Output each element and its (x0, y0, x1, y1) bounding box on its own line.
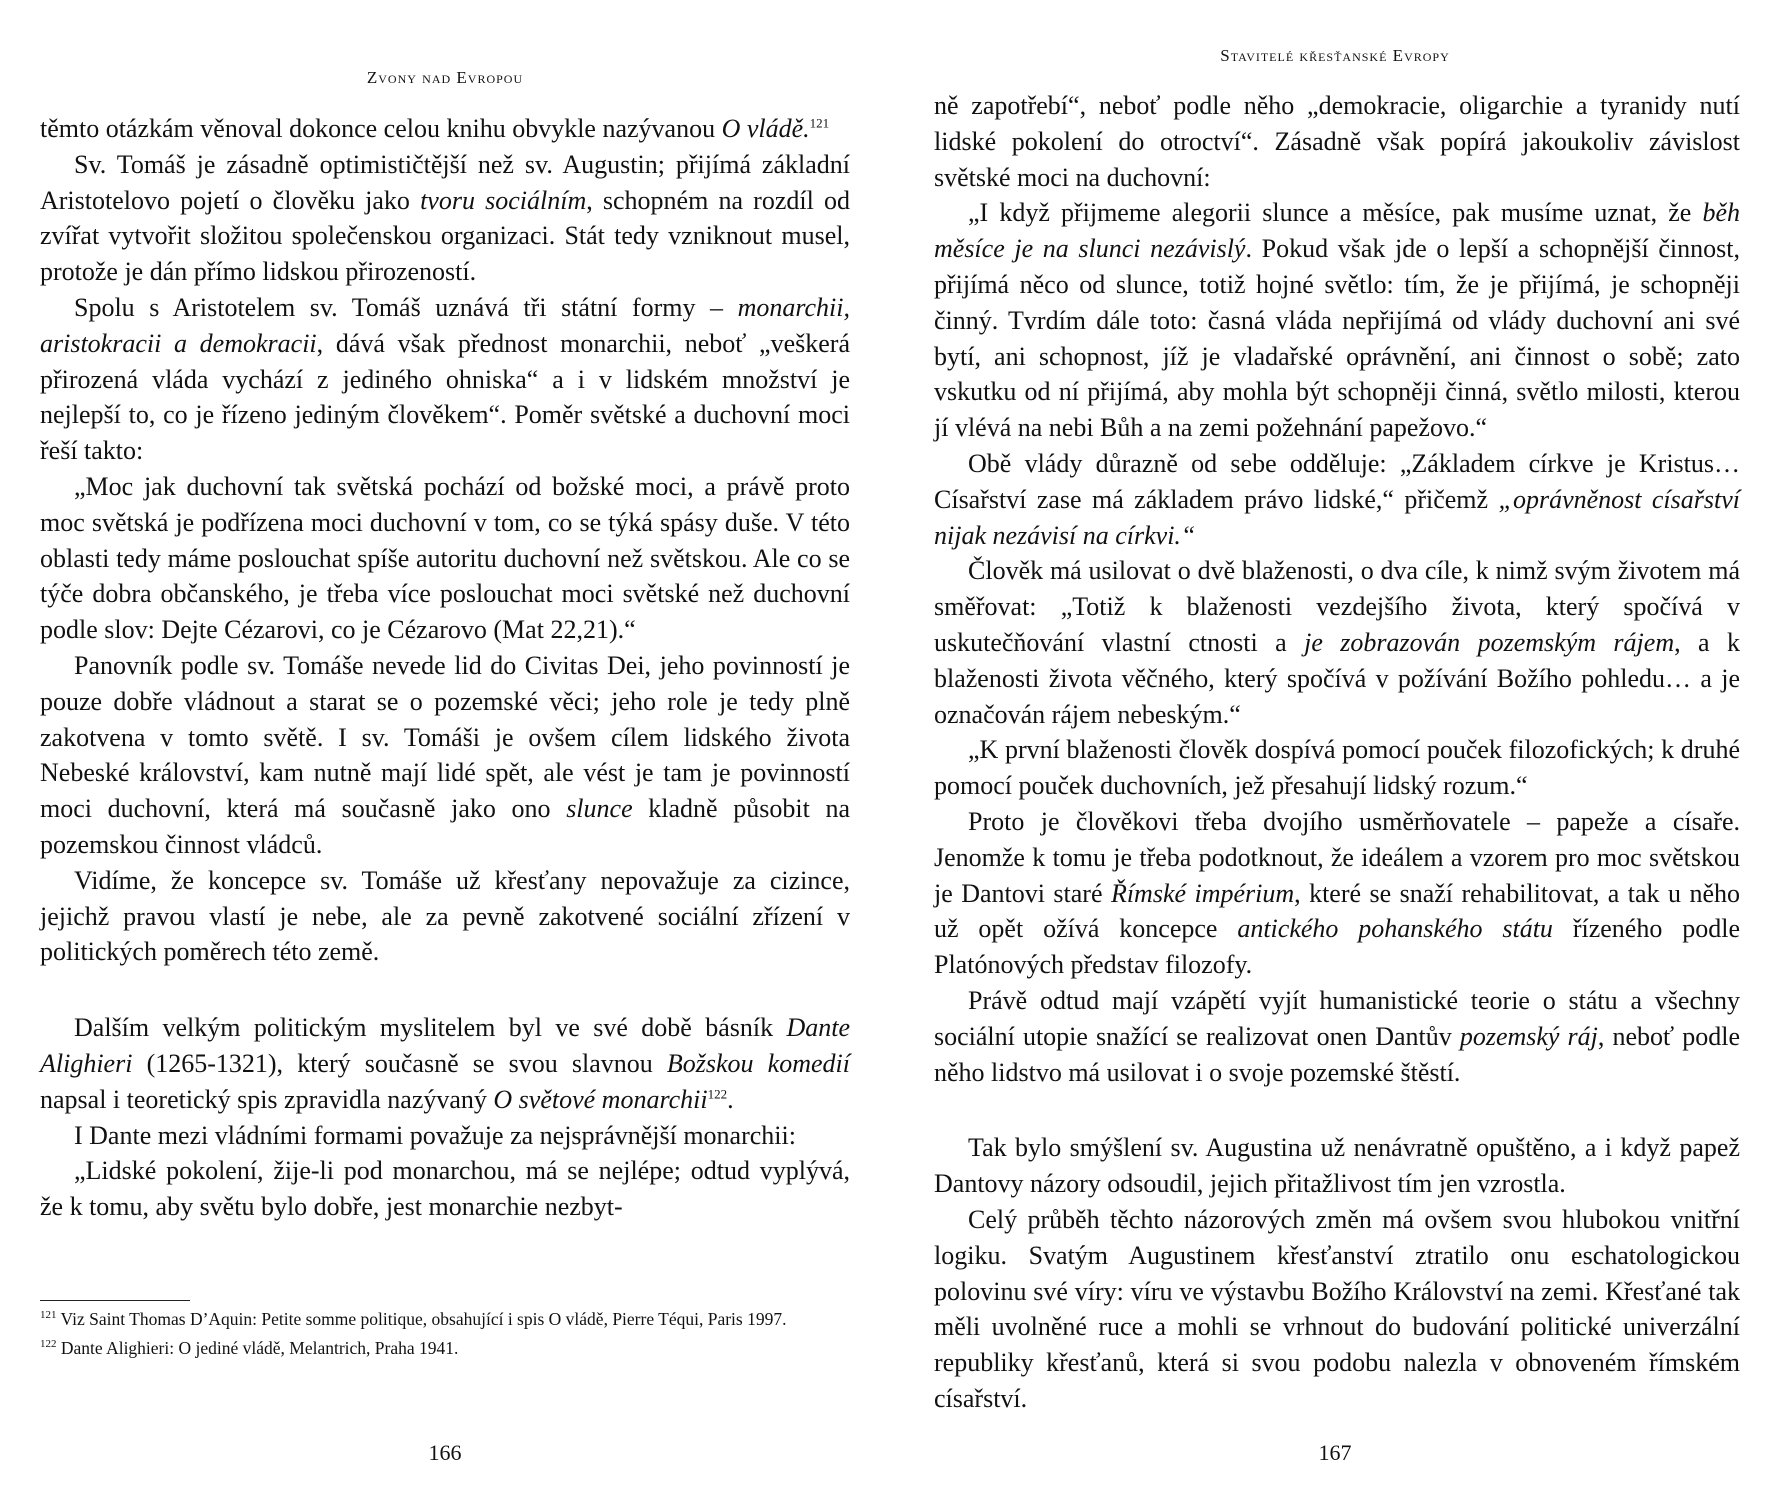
text-run: , které se snaží rehabilitovat, a tak u něho už opět ožívá koncepce (934, 878, 1740, 944)
text-run: řízeného podle Platónových představ filozofy. (934, 914, 1740, 980)
running-head: Stavitelé křesťanské Evropy (1220, 46, 1450, 65)
running-head: Zvony nad Evropou (366, 68, 524, 87)
text-run: , a k blaženosti života věčného, který spočívá v požívání Božího pohledu… a je označován rájem nebeským.“ (934, 627, 1741, 729)
text-run: „Lidské pokolení, žije-li pod monarchou, má se nejlépe; odtud vyplývá, že k tomu, aby světu bylo dobře, jest monarchie nezbyt- (40, 1156, 850, 1222)
italic-text: pozemský ráj (1459, 1021, 1598, 1051)
text-run: Panovník podle sv. Tomáše nevede lid do Civitas Dei, jeho povinností je pouze dobře vládnout a starat se o pozemské věci; jeho role je tedy plně zakotvena v tomto světě. I sv. Tomáši je ovšem cílem lidského života Nebeské království, kam nutně mají lidé spět, ale vést je tam je povinností moci duchovní, která má současně jako ono (40, 650, 850, 824)
italic-text: Božskou komedií (666, 1048, 850, 1078)
paragraph (934, 88, 1740, 195)
paragraph (40, 1118, 850, 1154)
footnote-rule (40, 1300, 190, 1301)
text-run: „I když přijmeme alegorii slunce a měsíce, pak musíme uznat, že (968, 198, 1703, 228)
italic-text: Římské impérium (1110, 878, 1295, 908)
paragraph (934, 732, 1740, 804)
paragraph (934, 553, 1740, 732)
paragraph (934, 446, 1740, 553)
text-run: Sv. Tomáš je zásadně optimističtější než sv. Augustin; přijímá základní Aristotelovo pojetí o člověku jako (40, 149, 850, 215)
text-run: . Pokud však jde o lepší a schopnější činnost, přijímá něco od slunce, totiž hojné světlo: tím, že je přijímá, je schopněji činný. Tvrdím dále toto: časná vláda nepřijímá od vlády duchovní ani své bytí, ani schopnost, jíž je vladařské oprávnění, ani činnost o sobě; zato vskutku od ní přijímá, aby mohla být schopněji činná, světlo milosti, kterou jí vlévá na nebi Bůh a na zemi požehnání papežovo.“ (934, 234, 1740, 443)
italic-text: běh měsíce je na slunci nezávislý (934, 198, 1740, 264)
text-run: těmto otázkám věnoval dokonce celou knihu obvykle nazývanou (40, 114, 722, 143)
paragraph (934, 804, 1740, 983)
text-run: Právě odtud mají vzápětí vyjít humanistické teorie o státu a všechny sociální utopie snažící se realizovat onen Dantův (934, 985, 1740, 1051)
text-run: ně zapotřebí“, neboť podle něho „demokracie, oligarchie a tyranidy nutí lidské pokolení do otroctví“. Zásadně však popírá jakoukoliv závislost světské moci na duchovní: (934, 91, 1740, 192)
text-run: (1265-1321), který současně se svou slavnou (132, 1048, 667, 1078)
text-run: I Dante mezi vládními formami považuje za nejsprávnější monarchii: (74, 1120, 796, 1150)
paragraph (40, 290, 850, 469)
text-run: Dalším velkým politickým myslitelem byl ve své době básník (74, 1013, 787, 1043)
italic-text: „oprávněnost císařství nijak nezávisí na církvi.“ (934, 484, 1740, 550)
italic-text: O světové monarchii (493, 1084, 708, 1114)
footnote-text: Viz Saint Thomas D’Aquin: Petite somme politique, obsahující i spis O vládě, Pierre Téqui, Paris 1997. (56, 1309, 787, 1329)
paragraph (40, 469, 850, 648)
paragraph (40, 863, 850, 970)
text-run: Obě vlády důrazně od sebe odděluje: „Základem církve je Kristus… Císařství zase má základem právo lidské,“ přičemž (934, 448, 1740, 514)
text-run: Vidíme, že koncepce sv. Tomáše už křesťany nepovažuje za cizince, jejichž pravou vlastí je nebe, ale za pevně zakotvené sociální zřízení v politických poměrech této země. (40, 865, 850, 967)
paragraph (40, 1153, 850, 1225)
text-run: Člověk má usilovat o dvě blaženosti, o dva cíle, k nimž svým životem má směřovat: „Totiž k blaženosti vezdejšího života, který spočívá v uskutečňování vlastní ctnosti a (934, 556, 1740, 657)
text-run: Celý průběh těchto názorových změn má ovšem svou hlubokou vnitřní logiku. Svatým Augustinem křesťanství ztratilo onu eschatologickou polovinu své víry: víru ve výstavbu Božího Království na zemi. Křesťané tak měli uvolněné ruce a mohli se vrhnout do budování politické univerzální republiky křesťanů, která si svou podobu nalezla v obnoveném římském císařství. (934, 1204, 1740, 1413)
paragraph (40, 1010, 850, 1117)
paragraph (40, 147, 850, 290)
page-number: 166 (428, 1440, 462, 1465)
text-run: „Moc jak duchovní tak světská pochází od božské moci, a právě proto moc světská je podřízena moci duchovní v tom, co se týká spásy duše. V této oblasti tedy máme poslouchat spíše autoritu duchovní než světskou. Ale co se týče dobra občanského, je třeba více poslouchat moci světské než duchovní podle slov: Dejte Cézarovi, co je Cézarovo (Mat 22,21).“ (40, 471, 850, 645)
italic-text: je zobrazován pozemským rájem (1304, 627, 1675, 657)
footnote-number: 122 (40, 1338, 57, 1351)
text-run: Tak bylo smýšlení sv. Augustina už nenávratně opuštěno, a i když papež Dantovy názory odsoudil, jejich přitažlivost tím jen vzrostla. (934, 1133, 1740, 1199)
italic-text: antického pohanského státu (1237, 914, 1553, 944)
paragraph (40, 648, 850, 863)
paragraph (40, 111, 850, 147)
paragraph (934, 1202, 1740, 1417)
text-run: kladně působit na pozemskou činnost vládců. (40, 794, 850, 859)
text-run: , neboť podle něho lidstvo má usilovat i o svoje pozemské štěstí. (934, 1021, 1740, 1087)
text-run: Proto je člověkovi třeba dvojího usměrňovatele – papeže a císaře. Jenomže k tomu je třeba podotknout, že ideálem a vzorem pro moc světskou je Dantovi staré (934, 806, 1740, 908)
footnote-ref: 121 (809, 115, 830, 131)
body-text (934, 88, 1740, 1417)
text-run: , dává však přednost monarchii, neboť „veškerá přirozená vláda vychází z jediného ohniska“ a i v lidském množství je nejlepší to, co je řízeno jediným člověkem“. Poměr světské a duchovní moci řeší takto: (40, 328, 850, 466)
footnote (40, 1307, 850, 1332)
right-page (890, 0, 1780, 1500)
body-text (40, 111, 850, 1225)
footnote-text: Dante Alighieri: O jediné vládě, Melantrich, Praha 1941. (56, 1338, 459, 1358)
italic-text: Dante Alighieri (40, 1013, 850, 1078)
text-run: „K první blaženosti člověk dospívá pomocí pouček filozofických; k druhé pomocí pouček duchovních, jež přesahují lidský rozum.“ (934, 735, 1740, 801)
italic-text: tvoru sociálním (420, 185, 587, 215)
page-number: 167 (1318, 1440, 1352, 1465)
paragraph (934, 1130, 1740, 1202)
footnotes (40, 1300, 850, 1365)
text-run: napsal i teoretický spis zpravidla nazývaný (40, 1084, 494, 1114)
text-run: Spolu s Aristotelem sv. Tomáš uznává tři státní formy – (74, 292, 738, 322)
italic-text: slunce (566, 794, 633, 824)
footnote-number: 121 (40, 1309, 57, 1322)
footnote (40, 1336, 850, 1361)
paragraph (934, 983, 1740, 1090)
italic-text: O vládě. (721, 114, 810, 143)
paragraph (934, 195, 1740, 446)
italic-text: monarchii, aristokracii a demokracii (40, 292, 850, 358)
footnote-ref: 122 (707, 1086, 728, 1102)
text-run: , schopném na rozdíl od zvířat vytvořit složitou společenskou organizaci. Stát tedy vzniknout musel, protože je dán přímo lidskou přirozeností. (40, 185, 850, 287)
text-run: . (727, 1084, 734, 1114)
